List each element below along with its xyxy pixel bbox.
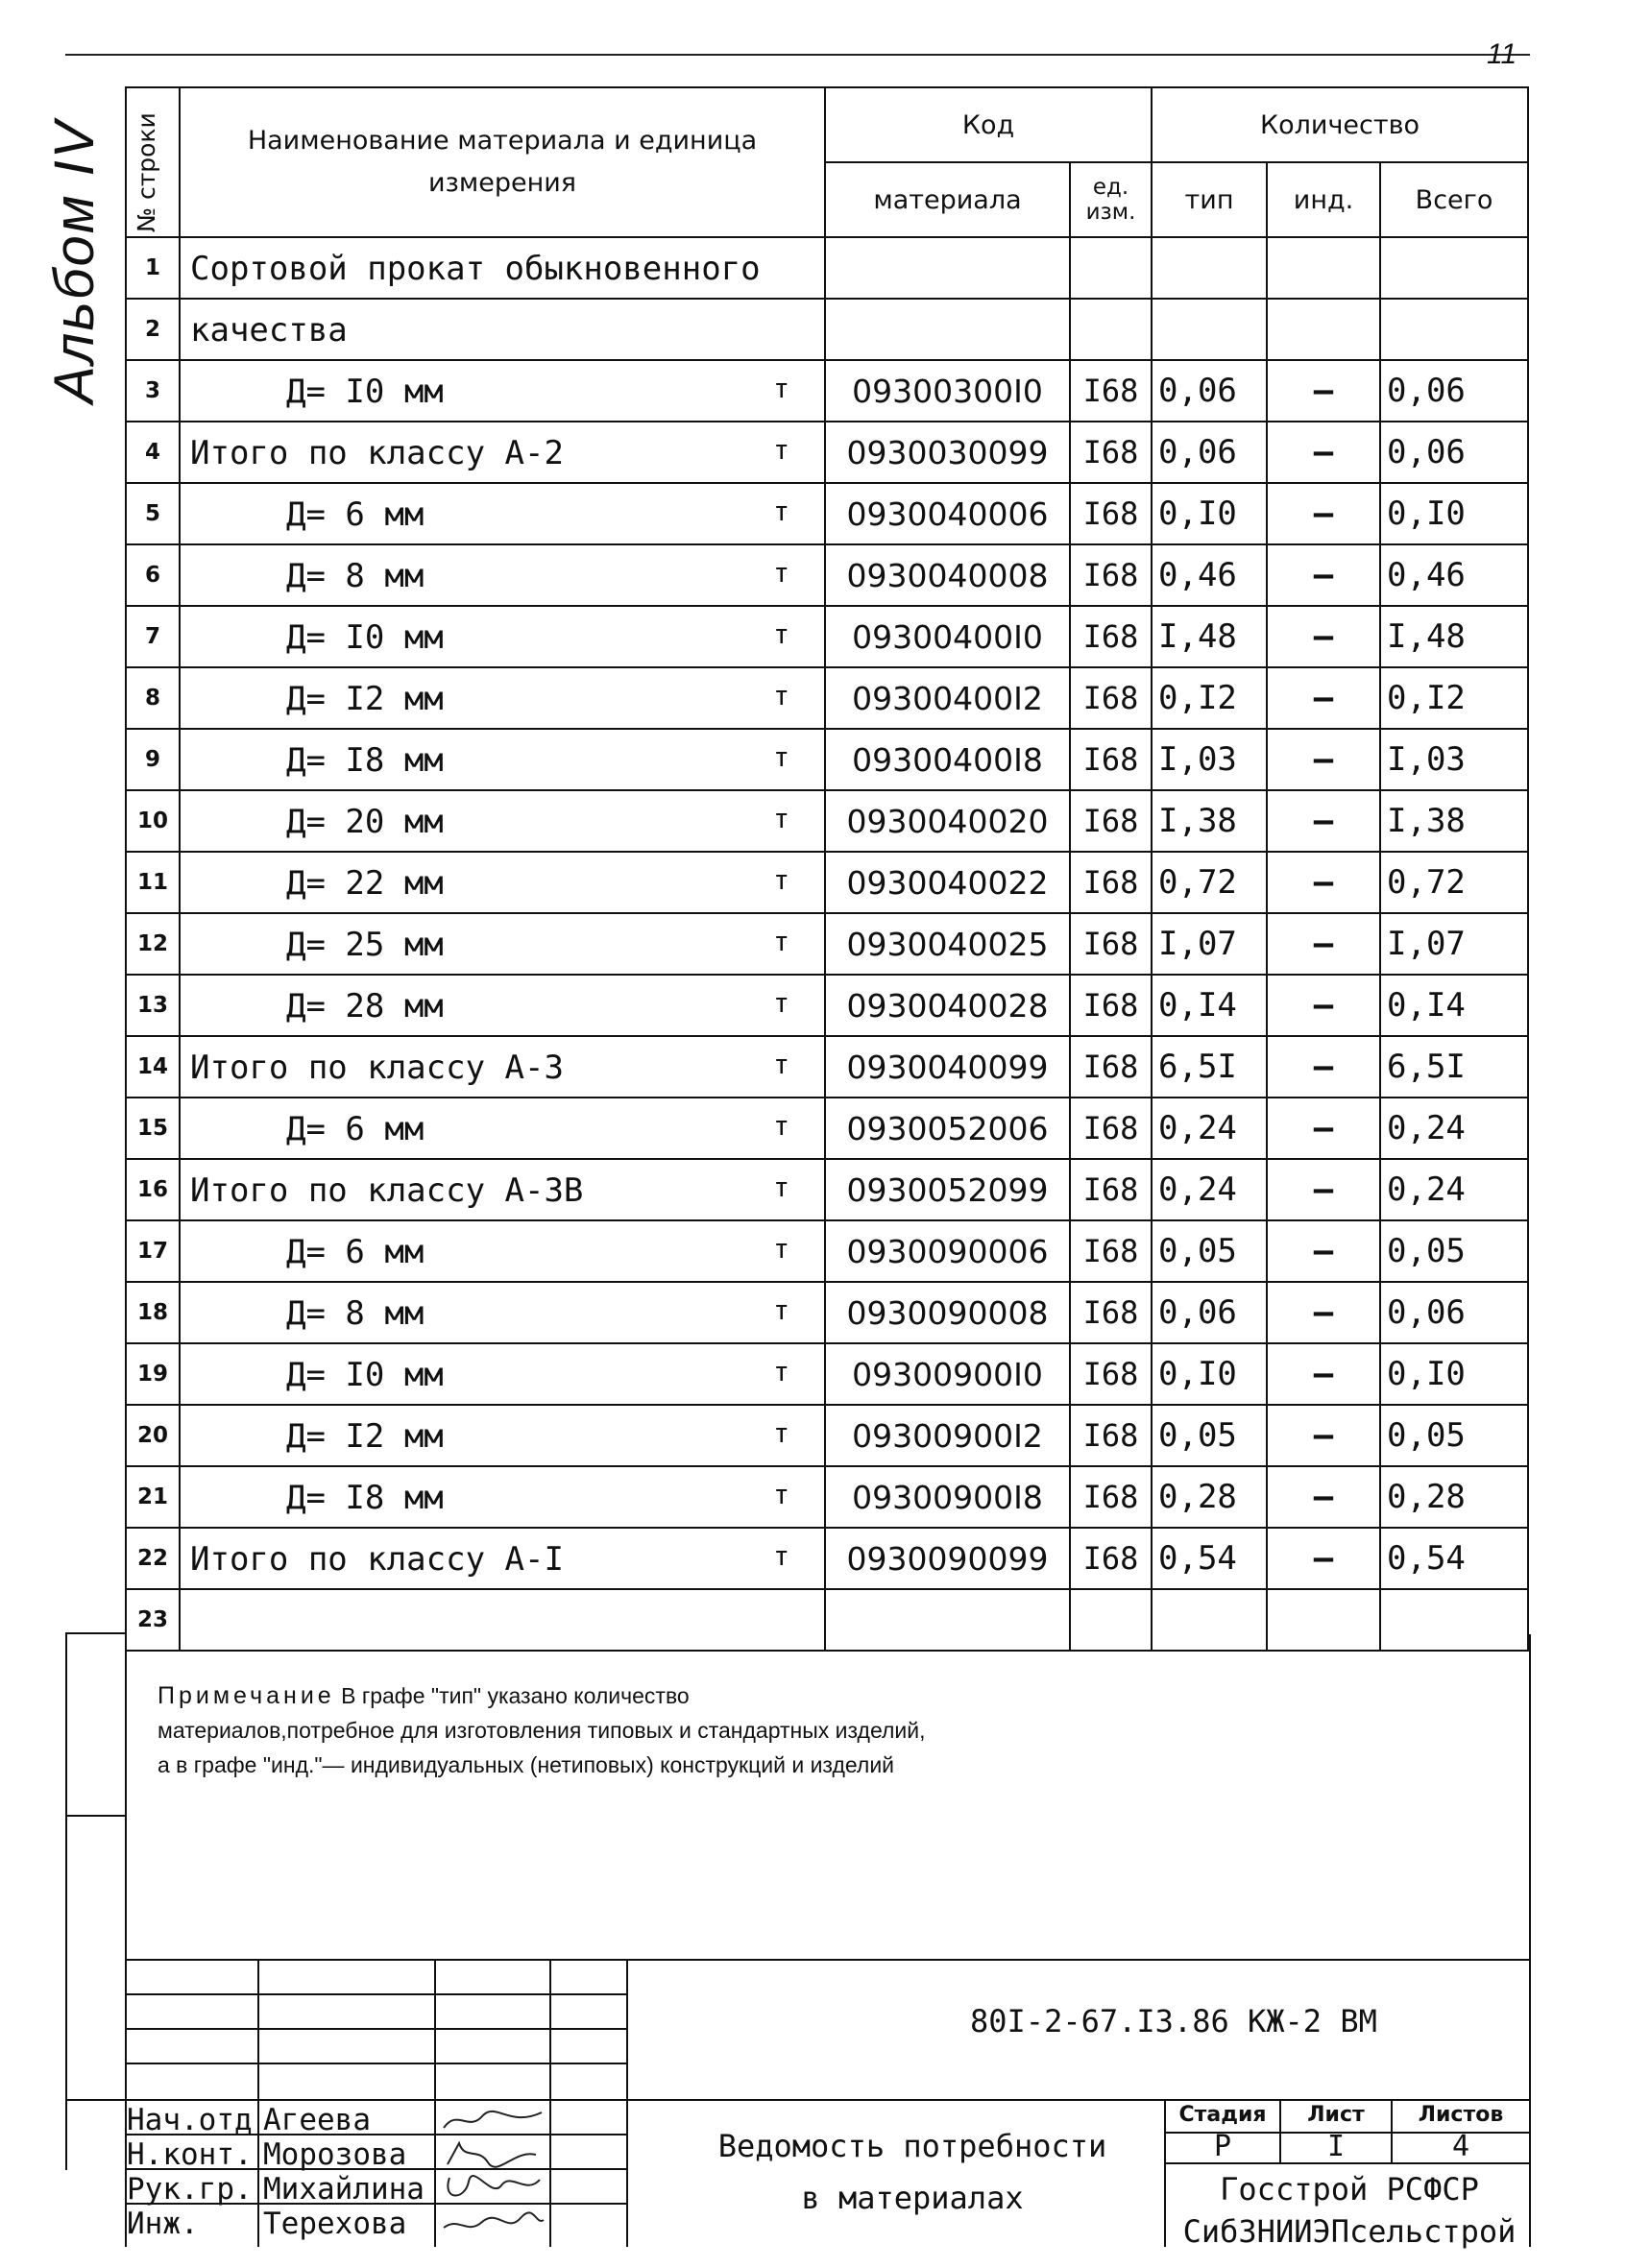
qty-type: 0,06 [1152, 1282, 1267, 1343]
unit-code: I68 [1070, 483, 1152, 544]
material-name: Д= I0 мм [286, 618, 444, 657]
qty-ind-header: инд. [1267, 162, 1380, 237]
material-code: 0930090008 [825, 1282, 1070, 1343]
qty-ind: – [1267, 483, 1380, 544]
qty-total [1380, 237, 1528, 299]
qty-total: 0,I4 [1380, 975, 1528, 1036]
material-name: Д= 6 мм [286, 495, 425, 534]
sheet-value: I [1326, 2130, 1346, 2163]
material-name: Д= 25 мм [286, 926, 444, 964]
qty-total [1380, 299, 1528, 360]
page-number: 11 [1487, 38, 1517, 70]
qty-total: 0,06 [1380, 360, 1528, 422]
row-number: 20 [126, 1405, 180, 1466]
material-name-cell [180, 299, 825, 360]
row-number: 9 [126, 729, 180, 790]
signature-2 [440, 2137, 546, 2170]
row-number: 1 [126, 237, 180, 299]
material-code: 09300900I0 [825, 1343, 1070, 1405]
qty-type [1152, 237, 1267, 299]
material-unit: т [773, 1479, 789, 1510]
qty-total: 0,28 [1380, 1466, 1528, 1528]
code-group-header: Код [825, 87, 1152, 162]
qty-total: 0,72 [1380, 852, 1528, 913]
material-code [825, 299, 1070, 360]
material-unit: т [773, 680, 789, 712]
material-name: Д= I2 мм [286, 1417, 444, 1456]
material-name: Д= 6 мм [286, 1110, 425, 1148]
row-number: 14 [126, 1036, 180, 1098]
table-row [126, 790, 1528, 852]
material-unit: т [773, 495, 789, 527]
org-line-1: Госстрой РСФСР [1220, 2171, 1479, 2208]
qty-ind [1267, 299, 1380, 360]
note-text: В графе "тип" указано количество материалов,потребное для изготовления типовых и стандартных изделий, а в графе "инд."— индивидуальных (нетиповых) конструкций и изделий [158, 1683, 926, 1777]
table-row [126, 1159, 1528, 1220]
unit-code: I68 [1070, 1036, 1152, 1098]
qty-type: I,38 [1152, 790, 1267, 852]
qty-type: 0,06 [1152, 360, 1267, 422]
qty-type: 0,24 [1152, 1159, 1267, 1220]
qty-total: 0,06 [1380, 422, 1528, 483]
material-unit: т [773, 1049, 789, 1080]
signer-role-2: Н.конт. [127, 2137, 253, 2172]
table-row [126, 606, 1528, 667]
qty-ind: – [1267, 1098, 1380, 1159]
row-number: 17 [126, 1220, 180, 1282]
table-row [126, 1220, 1528, 1282]
material-name-cell [180, 1528, 825, 1589]
qty-type: 0,I4 [1152, 975, 1267, 1036]
material-name-cell [180, 790, 825, 852]
row-number: 15 [126, 1098, 180, 1159]
qty-total: 0,24 [1380, 1159, 1528, 1220]
table-row [126, 1405, 1528, 1466]
row-number: 22 [126, 1528, 180, 1589]
qty-type: 0,46 [1152, 544, 1267, 606]
qty-ind: – [1267, 852, 1380, 913]
qty-ind: – [1267, 606, 1380, 667]
signature-4 [440, 2207, 546, 2239]
table-row [126, 483, 1528, 544]
row-number: 7 [126, 606, 180, 667]
signature-3 [440, 2172, 546, 2205]
qty-total: 0,46 [1380, 544, 1528, 606]
title-line-1: Ведомость потребности [717, 2128, 1107, 2164]
qty-ind: – [1267, 1405, 1380, 1466]
material-name-cell [180, 667, 825, 729]
unit-code: I68 [1070, 1159, 1152, 1220]
qty-ind: – [1267, 667, 1380, 729]
material-name-cell [180, 606, 825, 667]
row-number: 6 [126, 544, 180, 606]
sheets-label: Листов [1418, 2103, 1504, 2127]
qty-ind: – [1267, 544, 1380, 606]
qty-type: 0,54 [1152, 1528, 1267, 1589]
material-name-cell [180, 1405, 825, 1466]
table-row [126, 1036, 1528, 1098]
qty-type: 0,28 [1152, 1466, 1267, 1528]
material-code: 0930040022 [825, 852, 1070, 913]
material-name-cell [180, 729, 825, 790]
unit-code: I68 [1070, 1098, 1152, 1159]
signer-role-4: Инж. [127, 2207, 199, 2241]
qty-total: 0,I0 [1380, 1343, 1528, 1405]
qty-type: I,03 [1152, 729, 1267, 790]
material-name: Д= I8 мм [286, 1479, 444, 1517]
material-name: Д= 8 мм [286, 557, 425, 595]
qty-ind: – [1267, 360, 1380, 422]
qty-ind: – [1267, 975, 1380, 1036]
qty-type: 0,05 [1152, 1220, 1267, 1282]
material-code: 09300900I2 [825, 1405, 1070, 1466]
material-unit: т [773, 1540, 789, 1572]
qty-total: I,38 [1380, 790, 1528, 852]
table-row [126, 1528, 1528, 1589]
note-label: Примечание [158, 1682, 335, 1709]
material-name-cell [180, 852, 825, 913]
material-name: Д= 8 мм [286, 1294, 425, 1333]
row-number-header-text: № строки [133, 112, 160, 232]
unit-code: I68 [1070, 1528, 1152, 1589]
material-name-cell [180, 1282, 825, 1343]
material-name: Д= 28 мм [286, 987, 444, 1025]
qty-type-header: тип [1152, 162, 1267, 237]
table-row [126, 1098, 1528, 1159]
material-code: 0930052099 [825, 1159, 1070, 1220]
material-unit: т [773, 618, 789, 650]
material-name-cell [180, 422, 825, 483]
material-code: 0930040099 [825, 1036, 1070, 1098]
material-name: Итого по классу А-3В [190, 1171, 584, 1210]
material-name: Д= 22 мм [286, 864, 444, 903]
qty-type: 0,05 [1152, 1405, 1267, 1466]
material-code: 09300300I0 [825, 360, 1070, 422]
table-row [126, 299, 1528, 360]
qty-ind: – [1267, 1282, 1380, 1343]
sheet-label: Лист [1307, 2103, 1365, 2127]
material-name-cell [180, 975, 825, 1036]
material-code: 0930040006 [825, 483, 1070, 544]
unit-code: I68 [1070, 729, 1152, 790]
material-code: 0930052006 [825, 1098, 1070, 1159]
qty-total: 0,05 [1380, 1220, 1528, 1282]
unit-code: I68 [1070, 1466, 1152, 1528]
material-unit: т [773, 373, 789, 404]
qty-ind: – [1267, 1159, 1380, 1220]
unit-code: I68 [1070, 790, 1152, 852]
material-code: 0930040008 [825, 544, 1070, 606]
material-unit: т [773, 864, 789, 896]
note [158, 1678, 926, 1782]
table-row [126, 1466, 1528, 1528]
code-material-header: материала [825, 162, 1070, 237]
row-number: 4 [126, 422, 180, 483]
row-number: 11 [126, 852, 180, 913]
qty-type: 0,I0 [1152, 1343, 1267, 1405]
qty-ind: – [1267, 1466, 1380, 1528]
table-row [126, 360, 1528, 422]
qty-total: 6,5I [1380, 1036, 1528, 1098]
row-number: 5 [126, 483, 180, 544]
unit-code: I68 [1070, 667, 1152, 729]
material-code: 0930040020 [825, 790, 1070, 852]
signer-name-3: Михайлина [263, 2172, 425, 2207]
table-row [126, 913, 1528, 975]
qty-ind: – [1267, 422, 1380, 483]
unit-code: I68 [1070, 1282, 1152, 1343]
unit-code [1070, 237, 1152, 299]
qty-total: 0,54 [1380, 1528, 1528, 1589]
row-number: 10 [126, 790, 180, 852]
material-unit: т [773, 1233, 789, 1265]
material-name-cell [180, 483, 825, 544]
row-number: 8 [126, 667, 180, 729]
qty-total: 0,24 [1380, 1098, 1528, 1159]
material-unit: т [773, 557, 789, 589]
material-code: 09300900I8 [825, 1466, 1070, 1528]
unit-code: I68 [1070, 360, 1152, 422]
qty-ind: – [1267, 729, 1380, 790]
unit-code: I68 [1070, 1343, 1152, 1405]
table-row [126, 237, 1528, 299]
qty-total: 0,06 [1380, 1282, 1528, 1343]
qty-total: I,07 [1380, 913, 1528, 975]
material-code: 0930090099 [825, 1528, 1070, 1589]
qty-type: I,07 [1152, 913, 1267, 975]
table-row [126, 1282, 1528, 1343]
material-name: Сортовой прокат обыкновенного [190, 250, 761, 288]
material-name-cell [180, 1220, 825, 1282]
row-number: 2 [126, 299, 180, 360]
qty-total: 0,I2 [1380, 667, 1528, 729]
material-name-header: Наименование материала и единица измерения [180, 87, 825, 237]
qty-ind: – [1267, 1343, 1380, 1405]
material-name-cell [180, 1159, 825, 1220]
material-unit: т [773, 1110, 789, 1142]
material-name-cell [180, 1098, 825, 1159]
material-name: Д= 20 мм [286, 803, 444, 841]
material-name-cell [180, 1466, 825, 1528]
signer-name-1: Агеева [263, 2103, 371, 2137]
qty-ind: – [1267, 1220, 1380, 1282]
material-unit: т [773, 741, 789, 773]
unit-code: I68 [1070, 1220, 1152, 1282]
sheets-value: 4 [1451, 2130, 1470, 2163]
signer-name-2: Морозова [263, 2137, 407, 2172]
qty-ind: – [1267, 913, 1380, 975]
material-unit: т [773, 434, 789, 466]
document-title [672, 2120, 1153, 2224]
material-code: 0930090006 [825, 1220, 1070, 1282]
material-name: Итого по классу А-2 [190, 434, 564, 472]
document-code: 80I-2-67.I3.86 КЖ-2 ВМ [970, 2003, 1377, 2039]
material-unit: т [773, 987, 789, 1019]
table-row [126, 667, 1528, 729]
unit-code: I68 [1070, 422, 1152, 483]
organization [1167, 2168, 1532, 2253]
material-name: Д= I0 мм [286, 1356, 444, 1394]
qty-type: 0,06 [1152, 422, 1267, 483]
stage-label: Стадия [1178, 2103, 1267, 2127]
material-unit: т [773, 1294, 789, 1326]
material-unit: т [773, 1417, 789, 1449]
table-row [126, 544, 1528, 606]
row-number: 12 [126, 913, 180, 975]
stage-value: Р [1213, 2130, 1232, 2163]
row-number: 21 [126, 1466, 180, 1528]
title-block [125, 1959, 1531, 2250]
material-unit: т [773, 1356, 789, 1387]
material-code: 09300400I2 [825, 667, 1070, 729]
qty-type: 0,72 [1152, 852, 1267, 913]
material-code: 0930030099 [825, 422, 1070, 483]
qty-type: I,48 [1152, 606, 1267, 667]
note-box [125, 1634, 1531, 1961]
qty-ind [1267, 237, 1380, 299]
code-unit-header: ед. изм. [1070, 162, 1152, 237]
qty-ind: – [1267, 790, 1380, 852]
row-number: 16 [126, 1159, 180, 1220]
qty-ind: – [1267, 1036, 1380, 1098]
material-name: Д= I0 мм [286, 373, 444, 411]
table-row [126, 1343, 1528, 1405]
title-line-2: в материалах [801, 2180, 1024, 2216]
material-name: Итого по классу А-3 [190, 1049, 564, 1087]
table-row [126, 729, 1528, 790]
table-row [126, 975, 1528, 1036]
material-unit: т [773, 803, 789, 834]
unit-code: I68 [1070, 606, 1152, 667]
quantity-group-header: Количество [1152, 87, 1528, 162]
qty-total: I,03 [1380, 729, 1528, 790]
qty-type: 0,I2 [1152, 667, 1267, 729]
row-number: 13 [126, 975, 180, 1036]
material-name-cell [180, 913, 825, 975]
table-row [126, 852, 1528, 913]
signer-role-3: Рук.гр. [127, 2172, 253, 2207]
table-row [126, 422, 1528, 483]
org-line-2: СибЗНИИЭПсельстрой [1182, 2213, 1517, 2250]
material-name-cell [180, 360, 825, 422]
material-code: 09300400I8 [825, 729, 1070, 790]
unit-code: I68 [1070, 1405, 1152, 1466]
row-number: 19 [126, 1343, 180, 1405]
signature-1 [440, 2103, 546, 2135]
material-unit: т [773, 926, 789, 957]
material-name: Д= I2 мм [286, 680, 444, 718]
material-name: качества [190, 311, 348, 350]
material-code [825, 237, 1070, 299]
material-unit: т [773, 1171, 789, 1203]
signer-name-4: Терехова [263, 2207, 407, 2241]
material-name: Д= 6 мм [286, 1233, 425, 1271]
qty-ind: – [1267, 1528, 1380, 1589]
material-name-cell [180, 1036, 825, 1098]
row-number-header [126, 87, 180, 237]
qty-type: 6,5I [1152, 1036, 1267, 1098]
material-name-cell [180, 544, 825, 606]
top-rule [65, 54, 1530, 56]
row-number: 3 [126, 360, 180, 422]
unit-code: I68 [1070, 544, 1152, 606]
row-number: 18 [126, 1282, 180, 1343]
album-label: Альбом IV [43, 119, 106, 403]
qty-total: I,48 [1380, 606, 1528, 667]
qty-type [1152, 299, 1267, 360]
material-name: Д= I8 мм [286, 741, 444, 780]
material-code: 0930040028 [825, 975, 1070, 1036]
row-number: 23 [126, 1589, 180, 1651]
unit-code [1070, 299, 1152, 360]
material-name-cell [180, 237, 825, 299]
material-code: 0930040025 [825, 913, 1070, 975]
qty-total-header: Всего [1380, 162, 1528, 237]
materials-table [125, 86, 1529, 1652]
qty-total: 0,05 [1380, 1405, 1528, 1466]
qty-type: 0,I0 [1152, 483, 1267, 544]
qty-total: 0,I0 [1380, 483, 1528, 544]
material-name-cell [180, 1343, 825, 1405]
qty-type: 0,24 [1152, 1098, 1267, 1159]
unit-code: I68 [1070, 975, 1152, 1036]
signer-role-1: Нач.отд [127, 2103, 253, 2137]
material-name: Итого по классу А-I [190, 1540, 564, 1579]
unit-code: I68 [1070, 852, 1152, 913]
materials-table-body [126, 237, 1528, 1651]
material-code: 09300400I0 [825, 606, 1070, 667]
unit-code: I68 [1070, 913, 1152, 975]
